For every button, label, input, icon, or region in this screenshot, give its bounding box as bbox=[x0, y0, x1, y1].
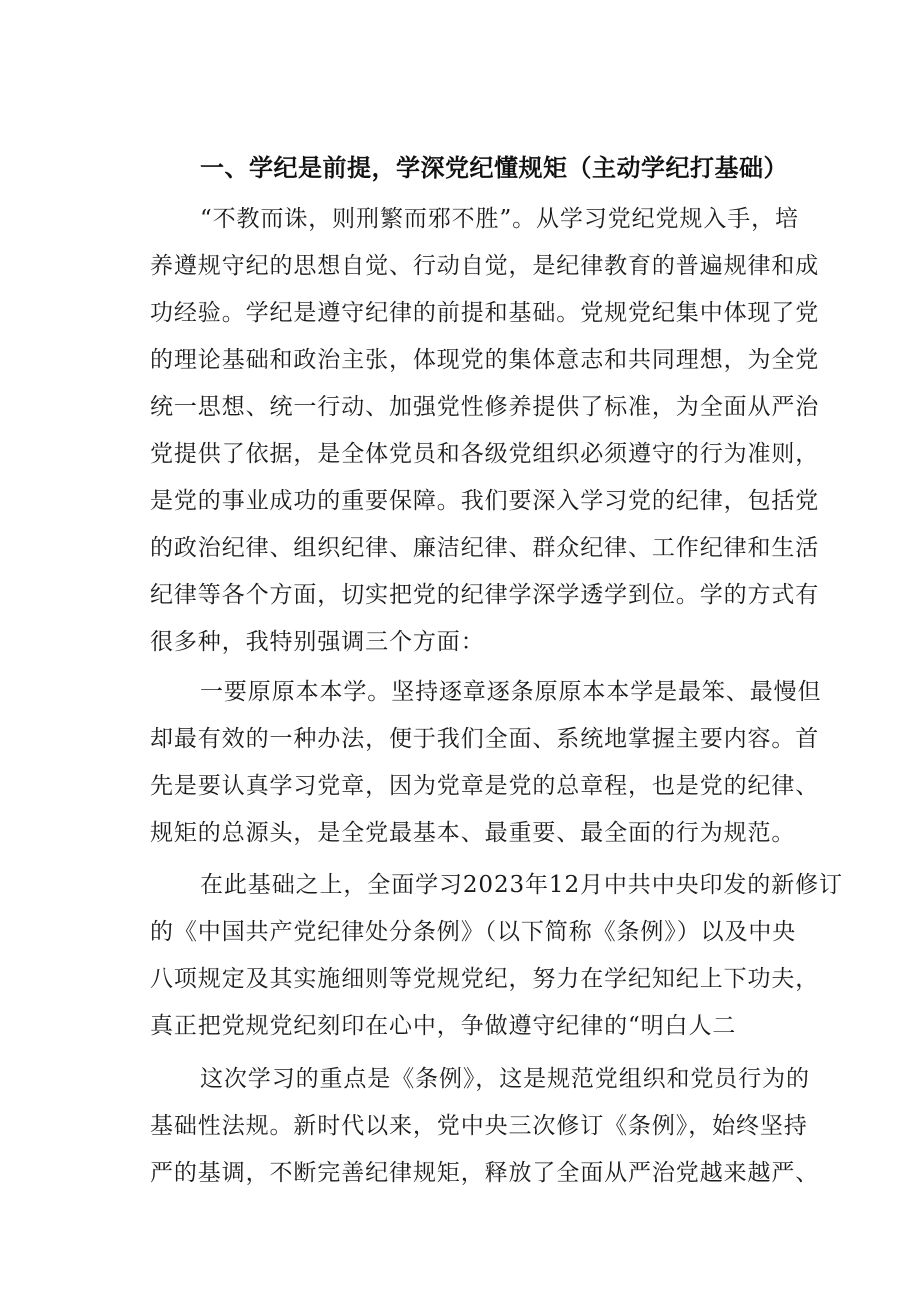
paragraph-1-line: 纪律等各个方面，切实把党的纪律学深学透学到位。学的方式有 bbox=[150, 582, 820, 608]
paragraph-4-line: 这次学习的重点是《条例》，这是规范党组织和党员行为的 bbox=[200, 1066, 810, 1092]
paragraph-1-line: 党提供了依据，是全体党员和各级党组织必须遵守的行为准则， bbox=[150, 441, 820, 467]
paragraph-1-line: 的理论基础和政治主张，体现党的集体意志和共同理想，为全党 bbox=[150, 347, 820, 373]
section-heading: 一、学纪是前提，学深党纪懂规矩（主动学纪打基础） bbox=[200, 154, 788, 182]
paragraph-3-line: 八项规定及其实施细则等党规党纪，努力在学纪知纪上下功夫， bbox=[150, 966, 820, 992]
paragraph-2-line: 先是要认真学习党章，因为党章是党的总章程，也是党的纪律、 bbox=[150, 773, 820, 799]
paragraph-1-line: 是党的事业成功的重要保障。我们要深入学习党的纪律，包括党 bbox=[150, 488, 820, 514]
paragraph-1-line: 的政治纪律、组织纪律、廉洁纪律、群众纪律、工作纪律和生活 bbox=[150, 535, 820, 561]
paragraph-2-line: 一要原原本本学。坚持逐章逐条原原本本学是最笨、最慢但 bbox=[200, 679, 822, 705]
paragraph-1-line: 很多种，我特别强调三个方面： bbox=[150, 629, 485, 655]
paragraph-3-line: 真正把党规党纪刻印在心中，争做遵守纪律的“明白人二 bbox=[150, 1013, 737, 1039]
paragraph-1-line: 统一思想、统一行动、加强党性修养提供了标准，为全面从严治 bbox=[150, 394, 820, 420]
paragraph-2-line: 却最有效的一种办法，便于我们全面、系统地掌握主要内容。首 bbox=[150, 726, 820, 752]
paragraph-4-line: 基础性法规。新时代以来，党中央三次修订《条例》，始终坚持 bbox=[150, 1113, 808, 1139]
paragraph-3-line: 的《中国共产党纪律处分条例》（以下简称《条例》）以及中央 bbox=[150, 919, 797, 945]
paragraph-1-line: 功经验。学纪是遵守纪律的前提和基础。党规党纪集中体现了党 bbox=[150, 300, 820, 326]
paragraph-2-line: 规矩的总源头，是全党最基本、最重要、最全面的行为规范。 bbox=[150, 820, 796, 846]
paragraph-1-line: 养遵规守纪的思想自觉、行动自觉，是纪律教育的普遍规律和成 bbox=[150, 253, 820, 279]
paragraph-1-line: “不教而诛，则刑繁而邪不胜”。从学习党纪党规入手，培 bbox=[200, 206, 799, 232]
paragraph-4-line: 严的基调，不断完善纪律规矩，释放了全面从严治党越来越严、 bbox=[150, 1160, 820, 1186]
paragraph-3-line: 在此基础之上，全面学习2023年12月中共中央印发的新修订 bbox=[200, 872, 843, 898]
